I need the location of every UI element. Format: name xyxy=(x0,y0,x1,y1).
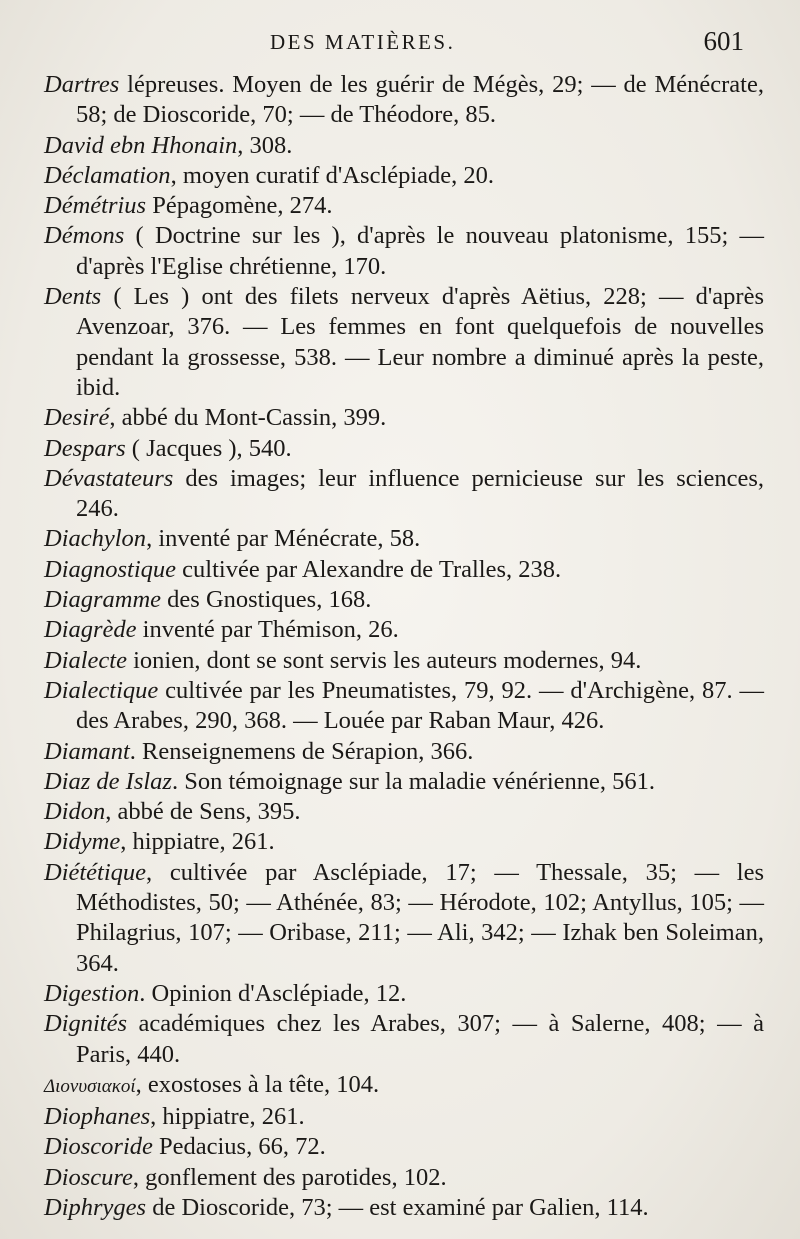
entry-text: cultivée par les Pneumatistes, 79, 92. — d'Archigène, 87. — des Arabes, 290, 368. — Louée par Raban Maur, 426. xyxy=(76,676,764,735)
entry-text: inventé par Thémison, 26. xyxy=(136,616,399,644)
entry-text: , moyen curatif d'Asclépiade, 20. xyxy=(170,161,495,189)
entry-text: , hippiatre, 261. xyxy=(150,1103,305,1131)
entry-text: Pedacius, 66, 72. xyxy=(152,1133,326,1161)
index-entry xyxy=(44,767,764,797)
index-entry xyxy=(44,524,764,554)
entry-headword: Diagrède xyxy=(44,616,137,644)
index-entries xyxy=(44,70,764,1223)
entry-headword: Diaz de Islaz xyxy=(44,767,172,795)
index-entry xyxy=(44,70,764,131)
index-entry xyxy=(44,403,764,433)
entry-text: Pépagomène, 274. xyxy=(146,192,333,220)
entry-text: , exostoses à la tête, 104. xyxy=(135,1070,380,1098)
index-entry xyxy=(44,161,764,191)
page-number: 601 xyxy=(703,26,744,56)
index-entry xyxy=(44,1009,764,1070)
entry-text: ( Doctrine sur les ), d'après le nouveau platonisme, 155; — d'après l'Eglise chrétienne, 170. xyxy=(76,222,764,280)
entry-headword: Déclamation xyxy=(44,161,171,189)
entry-headword: Démétrius xyxy=(44,192,147,220)
entry-headword: Dialectique xyxy=(44,676,159,704)
entry-headword: Desiré xyxy=(44,404,110,432)
entry-text: des Gnostiques, 168. xyxy=(161,586,372,614)
index-entry xyxy=(44,615,764,645)
index-entry xyxy=(44,737,764,767)
index-entry xyxy=(44,1070,764,1102)
index-entry xyxy=(44,221,764,282)
index-entry xyxy=(44,131,764,161)
entry-headword: Diphryges xyxy=(44,1193,147,1221)
entry-headword: Diamant xyxy=(44,737,130,765)
index-entry xyxy=(44,1132,764,1162)
page-header xyxy=(0,26,800,62)
index-entry xyxy=(44,1163,764,1193)
entry-headword: Dignités xyxy=(44,1010,128,1038)
entry-headword: Diététique xyxy=(44,858,147,886)
entry-headword: Dioscure xyxy=(44,1163,133,1191)
index-entry xyxy=(44,191,764,221)
entry-headword: David ebn Hhonain xyxy=(44,131,238,159)
running-head: DES MATIÈRES. xyxy=(270,30,456,54)
entry-headword: Dioscoride xyxy=(44,1133,153,1161)
index-entry xyxy=(44,979,764,1009)
index-entry xyxy=(44,555,764,585)
index-entry xyxy=(44,827,764,857)
entry-text: . Opinion d'Asclépiade, 12. xyxy=(139,979,407,1007)
entry-text: ( Jacques ), 540. xyxy=(125,434,292,462)
entry-headword: Démons xyxy=(44,222,125,250)
entry-headword: Διονυσιακοί xyxy=(44,1075,136,1097)
entry-text: , abbé de Sens, 395. xyxy=(105,798,301,826)
entry-text: académiques chez les Arabes, 307; — à Salerne, 408; — à Paris, 440. xyxy=(76,1010,764,1068)
entry-text: ( Les ) ont des filets nerveux d'après Aëtius, 228; — d'après Avenzoar, 376. — Les femmes en font quelquefois de nouvelles pendant la grossesse, 538. — Leur nombre a diminué après la peste, ibid. xyxy=(76,283,764,401)
entry-text: , gonflement des parotides, 102. xyxy=(132,1163,447,1191)
entry-headword: Diagnostique xyxy=(44,555,177,583)
index-entry xyxy=(44,858,764,979)
index-entry xyxy=(44,797,764,827)
entry-headword: Dévastateurs xyxy=(44,464,174,492)
entry-text: de Dioscoride, 73; — est examiné par Galien, 114. xyxy=(146,1193,649,1221)
index-entry xyxy=(44,464,764,525)
entry-headword: Didyme xyxy=(44,828,121,856)
index-entry xyxy=(44,1102,764,1132)
entry-headword: Didon xyxy=(44,798,106,826)
index-entry xyxy=(44,434,764,464)
entry-text: des images; leur influence pernicieuse sur les sciences, 246. xyxy=(76,464,764,523)
entry-text: , cultivée par Asclépiade, 17; — Thessale, 35; — les Méthodistes, 50; — Athénée, 83; — Hérodote, 102; Antyllus, 105; — Philagrius, 107; — Oribase, 211; — Ali, 342; — Izhak ben Soleiman, 364. xyxy=(76,858,764,977)
entry-text: lépreuses. Moyen de les guérir de Mégès, 29; — de Ménécrate, 58; de Dioscoride, 70; — de Théodore, 85. xyxy=(76,71,764,129)
entry-headword: Despars xyxy=(44,434,126,462)
entry-text: , inventé par Ménécrate, 58. xyxy=(146,525,421,553)
entry-headword: Dents xyxy=(44,283,102,311)
index-entry xyxy=(44,676,764,737)
entry-headword: Diophanes xyxy=(44,1103,151,1131)
entry-text: . Renseignemens de Sérapion, 366. xyxy=(129,737,474,765)
entry-text: , abbé du Mont-Cassin, 399. xyxy=(109,404,387,432)
entry-text: , 308. xyxy=(237,131,293,159)
entry-text: , hippiatre, 261. xyxy=(120,828,275,856)
entry-headword: Dialecte xyxy=(44,646,127,674)
index-entry xyxy=(44,585,764,615)
entry-headword: Digestion xyxy=(44,979,140,1007)
entry-headword: Diachylon xyxy=(44,525,147,553)
index-entry xyxy=(44,282,764,403)
entry-text: cultivée par Alexandre de Tralles, 238. xyxy=(176,555,562,583)
index-entry xyxy=(44,1193,764,1223)
entry-headword: Diagramme xyxy=(44,586,162,614)
entry-text: ionien, dont se sont servis les auteurs modernes, 94. xyxy=(127,646,642,674)
entry-headword: Dartres xyxy=(44,71,120,98)
entry-text: . Son témoignage sur la maladie vénérienne, 561. xyxy=(171,767,656,795)
index-entry xyxy=(44,646,764,676)
